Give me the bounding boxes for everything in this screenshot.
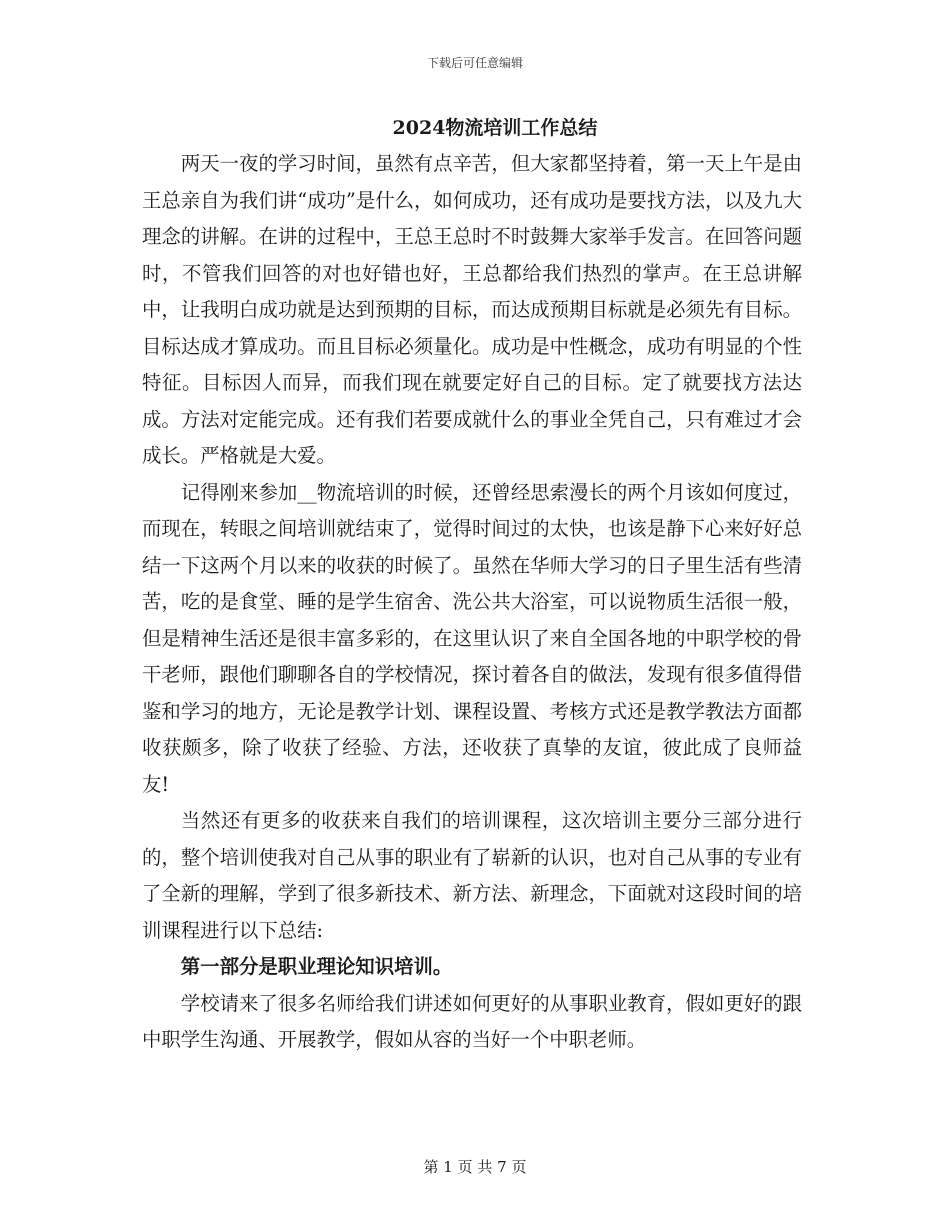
paragraph: 当然还有更多的收获来自我们的培训课程，这次培训主要分三部分进行的，整个培训使我对自己从事的职业有了崭新的认识，也对自己从事的专业有了全新的理解，学到了很多新技术、新方法、新理念，下面就对这段时间的培训课程进行以下总结: [142, 809, 802, 942]
paragraph: 学校请来了很多名师给我们讲述如何更好的从事职业教育，假如更好的跟中职学生沟通、开展教学，假如从容的当好一个中职老师。 [142, 991, 802, 1051]
section-heading: 第一部分是职业理论知识培训。 [180, 955, 453, 978]
page-header-note: 下载后可任意编辑 [426, 56, 523, 70]
paragraph: 记得刚来参加__物流培训的时候，还曾经思索漫长的两个月该如何度过，而现在，转眼之间培训就结束了，觉得时间过的太快，也该是静下心来好好总结一下这两个月以来的收获的时候了。虽然在华师大学习的日子里生活有些清苦，吃的是食堂、睡的是学生宿舍、洗公共大浴室，可以说物质生活很一般，但是精神生活还是很丰富多彩的，在这里认识了来自全国各地的中职学校的骨干老师，跟他们聊聊各自的学校情况，探讨着各自的做法，发现有很多值得借鉴和学习的地方，无论是教学计划、课程设置、考核方式还是教学教法方面都收获颇多，除了收获了经验、方法，还收获了真挚的友谊，彼此成了良师益友! [142, 480, 802, 796]
document-title: 2024物流培训工作总结 [392, 117, 598, 139]
page-number: 第 1 页 共 7 页 [423, 1158, 527, 1176]
paragraph: 两天一夜的学习时间，虽然有点辛苦，但大家都坚持着，第一天上午是由王总亲自为我们讲“成功”是什么，如何成功，还有成功是要找方法，以及九大理念的讲解。在讲的过程中，王总王总时不时鼓舞大家举手发言。在回答问题时，不管我们回答的对也好错也好，王总都给我们热烈的掌声。在王总讲解中，让我明白成功就是达到预期的目标，而达成预期目标就是必须先有目标。目标达成才算成功。而且目标必须量化。成功是中性概念，成功有明显的个性特征。目标因人而异，而我们现在就要定好自己的目标。定了就要找方法达成。方法对定能完成。还有我们若要成就什么的事业全凭自己，只有难过才会成长。严格就是大爱。 [142, 152, 802, 467]
document-body [142, 146, 802, 1059]
